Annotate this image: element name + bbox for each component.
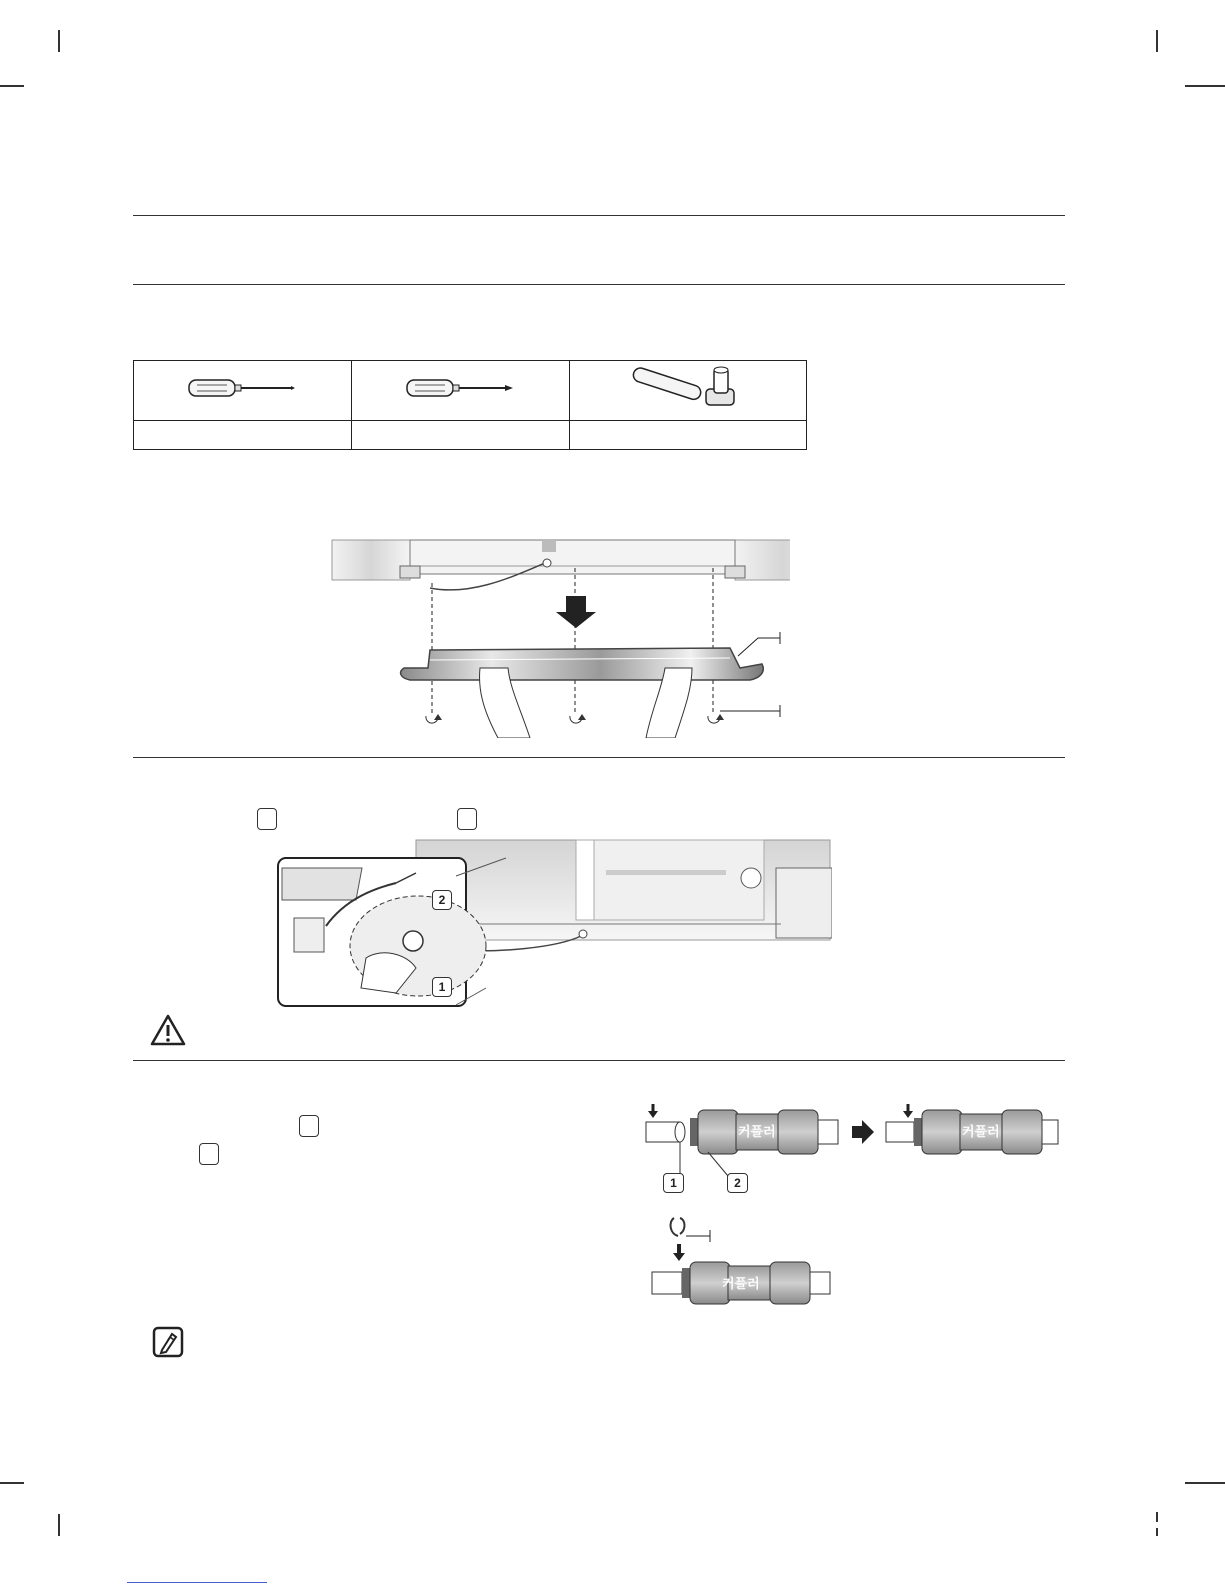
tools-table — [133, 360, 807, 450]
crop-mark — [1156, 1512, 1158, 1522]
connector-label: 커플러 — [722, 1276, 760, 1291]
tool-cell — [569, 361, 806, 421]
crop-mark — [1156, 1528, 1158, 1536]
section-rule — [133, 757, 1065, 758]
tool-cell — [351, 361, 569, 421]
crop-mark — [1185, 1482, 1225, 1484]
footer-link[interactable] — [127, 1582, 267, 1583]
note-pencil-icon — [152, 1326, 184, 1358]
tool-cell — [134, 361, 352, 421]
header-rule-top — [133, 215, 1065, 216]
callout-box — [457, 808, 477, 830]
callout-number-1: 1 — [432, 977, 452, 997]
callout-number-2: 2 — [432, 890, 452, 910]
callout-number-1: 1 — [663, 1173, 684, 1193]
tool-label — [569, 421, 806, 450]
connector-label: 커플러 — [738, 1124, 776, 1139]
crop-mark — [58, 1514, 60, 1536]
section-rule — [133, 1060, 1065, 1061]
crop-mark — [1156, 30, 1158, 52]
flat-screwdriver-icon — [187, 376, 297, 400]
disconnect-illustration — [276, 838, 832, 1008]
callout-box — [199, 1143, 219, 1165]
warning-triangle-icon — [150, 1014, 186, 1046]
callout-box — [299, 1115, 319, 1137]
crop-mark — [0, 1482, 24, 1484]
tool-label — [351, 421, 569, 450]
connector-label: 커플러 — [962, 1124, 1000, 1139]
socket-wrench-icon — [628, 365, 748, 411]
phillips-screwdriver-icon — [405, 376, 515, 400]
crop-mark — [0, 85, 24, 87]
remove-cover-illustration — [330, 538, 790, 738]
callout-box — [257, 808, 277, 830]
crop-mark — [58, 30, 60, 52]
header-rule-bottom — [133, 284, 1065, 285]
tool-label — [134, 421, 352, 450]
callout-number-2: 2 — [727, 1173, 748, 1193]
crop-mark — [1185, 85, 1225, 87]
